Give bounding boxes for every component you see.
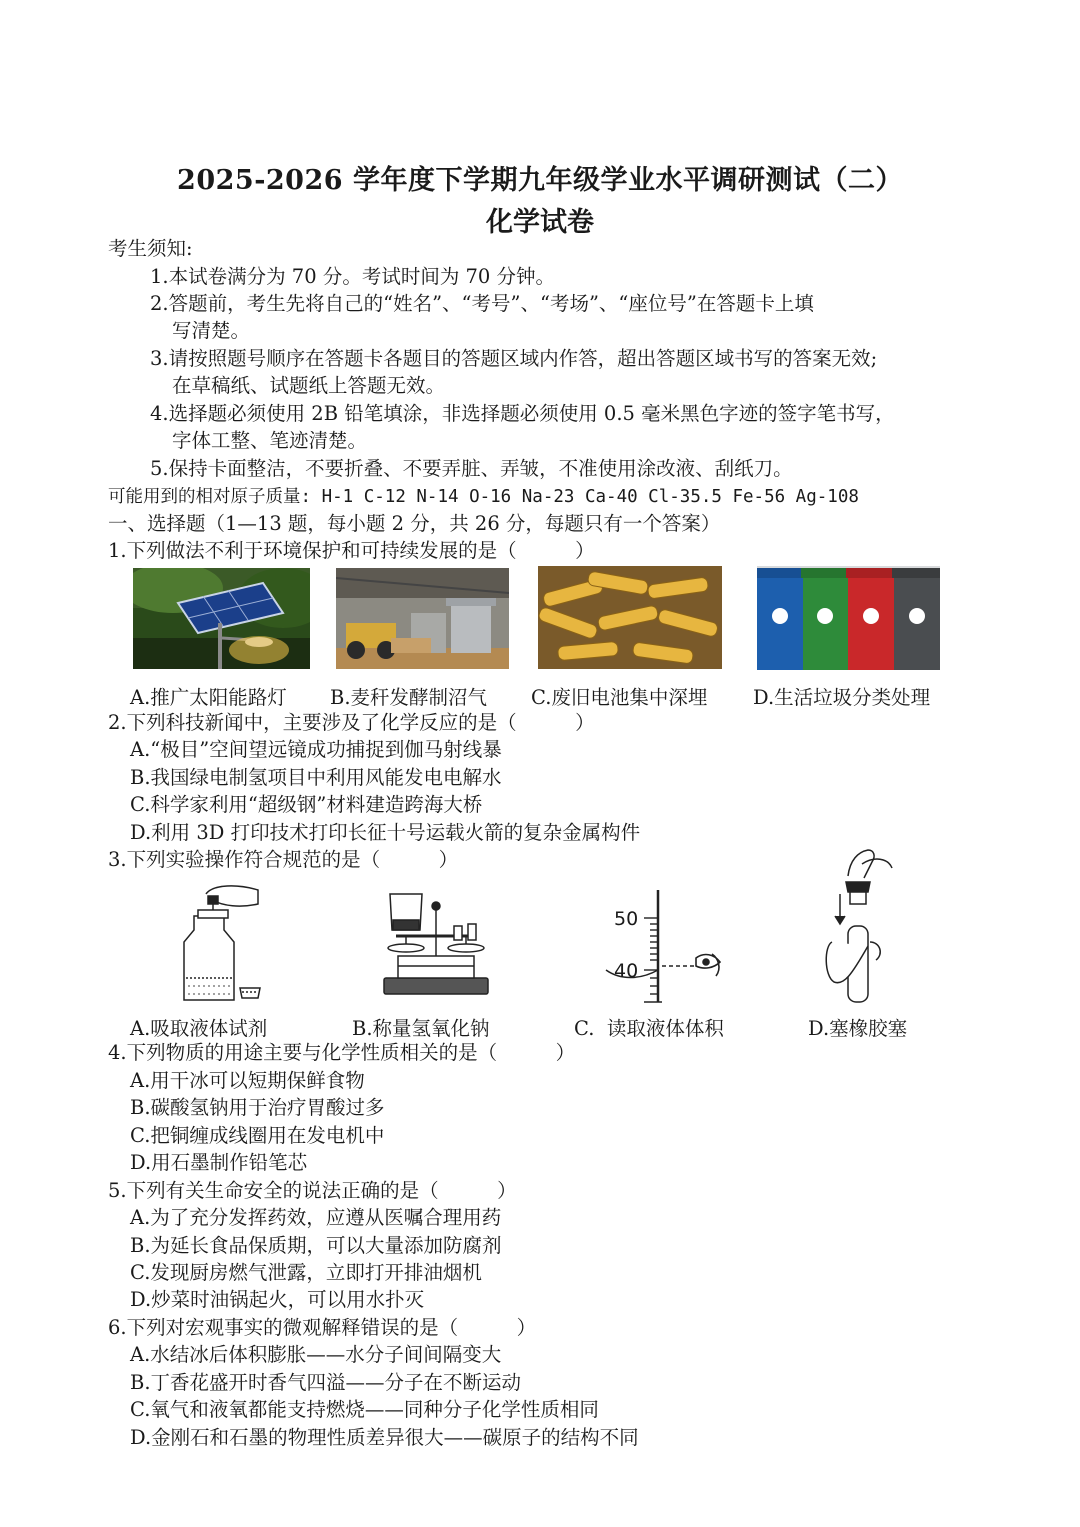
solar-street-lamp-photo xyxy=(133,568,310,669)
question-4-stem: 4.下列物质的用途主要与化学性质相关的是（ ） xyxy=(108,1041,576,1064)
notice-item: 1.本试卷满分为 70 分。考试时间为 70 分钟。 xyxy=(150,265,556,288)
question-6-stem: 6.下列对宏观事实的微观解释错误的是（ ） xyxy=(108,1316,537,1339)
question-2-option-d: D.利用 3D 打印技术打印长征十号运载火箭的复杂金属构件 xyxy=(130,821,641,844)
rubber-stopper-diagram xyxy=(818,846,904,1006)
section-heading: 一、选择题（1—13 题，每小题 2 分，共 26 分，每题只有一个答案） xyxy=(108,512,721,535)
question-1-option-d: D.生活垃圾分类处理 xyxy=(753,686,931,709)
question-1-option-c: C.废旧电池集中深埋 xyxy=(531,686,708,709)
balance-scale-diagram xyxy=(376,886,496,998)
cylinder-mark-40: 40 xyxy=(614,960,639,982)
question-2-option-b: B.我国绿电制氢项目中利用风能发电电解水 xyxy=(130,766,502,789)
question-3-option-c: C. 读取液体体积 xyxy=(574,1017,724,1040)
question-5-option-b: B.为延长食品保质期，可以大量添加防腐剂 xyxy=(130,1234,502,1257)
question-4-option-a: A.用干冰可以短期保鲜食物 xyxy=(130,1069,365,1092)
recycling-bins-photo xyxy=(757,566,940,670)
notice-item: 写清楚。 xyxy=(172,319,251,342)
question-1-stem: 1.下列做法不利于环境保护和可持续发展的是（ ） xyxy=(108,539,595,562)
question-5-stem: 5.下列有关生命安全的说法正确的是（ ） xyxy=(108,1179,517,1202)
question-6-option-c: C.氧气和液氧都能支持燃烧——同种分子化学性质相同 xyxy=(130,1398,599,1421)
notice-item: 4.选择题必须使用 2B 铅笔填涂，非选择题必须使用 0.5 毫米黑色字迹的签字笔书写， xyxy=(150,402,895,425)
notice-heading: 考生须知: xyxy=(108,237,193,260)
question-2-option-a: A.“极目”空间望远镜成功捕捉到伽马射线暴 xyxy=(130,738,502,761)
question-6-option-d: D.金刚石和石墨的物理性质差异很大——碳原子的结构不同 xyxy=(130,1426,639,1449)
question-6-option-b: B.丁香花盛开时香气四溢——分子在不断运动 xyxy=(130,1371,522,1394)
question-2-stem: 2.下列科技新闻中，主要涉及了化学反应的是（ ） xyxy=(108,711,595,734)
biogas-plant-photo xyxy=(336,568,509,669)
exam-title: 2025-2026 学年度下学期九年级学业水平调研测试（二） xyxy=(177,165,903,196)
notice-item: 3.请按照题号顺序在答题卡各题目的答题区域内作答，超出答题区域书写的答案无效; xyxy=(150,347,878,370)
question-3-option-a: A.吸取液体试剂 xyxy=(130,1017,268,1040)
atomic-masses: 可能用到的相对原子质量: H-1 C-12 N-14 O-16 Na-23 Ca-40 Cl-35.5 Fe-56 Ag-108 xyxy=(108,487,859,507)
dropper-bottle-diagram xyxy=(178,882,268,1006)
question-6-option-a: A.水结冰后体积膨胀——水分子间间隔变大 xyxy=(130,1343,502,1366)
exam-subtitle: 化学试卷 xyxy=(486,207,594,238)
question-5-option-d: D.炒菜时油锅起火，可以用水扑灭 xyxy=(130,1288,425,1311)
notice-item: 在草稿纸、试题纸上答题无效。 xyxy=(172,374,446,397)
question-3-stem: 3.下列实验操作符合规范的是（ ） xyxy=(108,848,459,871)
question-4-option-c: C.把铜缠成线圈用在发电机中 xyxy=(130,1124,385,1147)
cylinder-mark-50: 50 xyxy=(614,908,639,930)
question-5-option-c: C.发现厨房燃气泄露，立即打开排油烟机 xyxy=(130,1261,482,1284)
question-4-option-d: D.用石墨制作铅笔芯 xyxy=(130,1151,308,1174)
question-1-option-a: A.推广太阳能路灯 xyxy=(130,686,287,709)
question-3-option-b: B.称量氢氧化钠 xyxy=(352,1017,490,1040)
notice-item: 字体工整、笔迹清楚。 xyxy=(172,429,368,452)
question-4-option-b: B.碳酸氢钠用于治疗胃酸过多 xyxy=(130,1096,385,1119)
graduated-cylinder-diagram xyxy=(600,888,730,1006)
question-3-option-d: D.塞橡胶塞 xyxy=(808,1017,908,1040)
question-5-option-a: A.为了充分发挥药效，应遵从医嘱合理用药 xyxy=(130,1206,502,1229)
question-1-option-b: B.麦秆发酵制沼气 xyxy=(330,686,488,709)
notice-item: 2.答题前，考生先将自己的“姓名”、“考号”、“考场”、“座位号”在答题卡上填 xyxy=(150,292,814,315)
question-2-option-c: C.科学家利用“超级钢”材料建造跨海大桥 xyxy=(130,793,483,816)
batteries-photo xyxy=(538,566,722,669)
notice-item: 5.保持卡面整洁，不要折叠、不要弄脏、弄皱，不准使用涂改液、刮纸刀。 xyxy=(150,457,793,480)
